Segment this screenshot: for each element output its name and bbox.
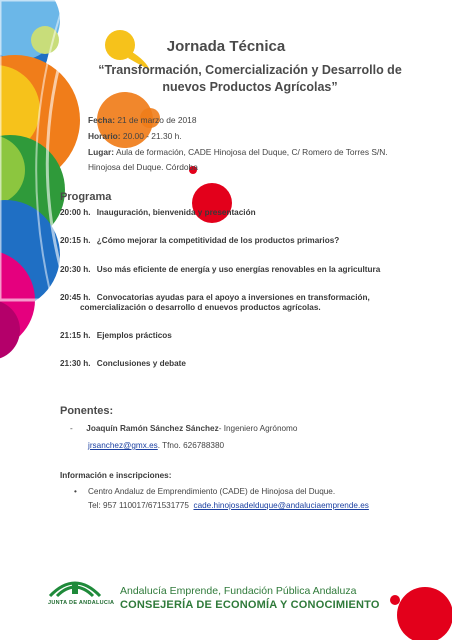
ponente-row: - Joaquín Ramón Sánchez Sánchez- Ingeniero Agrónomo bbox=[70, 424, 298, 433]
bubble-red-bottom bbox=[397, 587, 452, 640]
fecha-row: Fecha: 21 de marzo de 2018 bbox=[88, 115, 197, 125]
bubble-red-mid bbox=[192, 183, 232, 223]
programa-item: 21:15 h. Ejemplos prácticos bbox=[60, 331, 172, 340]
page-title: Jornada Técnica bbox=[166, 38, 286, 55]
ponente-contact: jrsanchez@gmx.es. Tfno. 626788380 bbox=[88, 441, 225, 450]
page-subtitle: “Transformación, Comercialización y Desarrollo de nuevos Productos Agrícolas” bbox=[98, 63, 402, 94]
programa-item: 20:00 h. Inauguración, bienvenida y presentación bbox=[60, 208, 256, 217]
programa-item: 21:30 h. Conclusiones y debate bbox=[60, 359, 186, 368]
lugar-row-2: Hinojosa del Duque. Córdoba bbox=[88, 162, 198, 172]
ponentes-heading: Ponentes: bbox=[60, 405, 114, 417]
programa-item: 20:45 h. Convocatorias ayudas para el apoyo a inversiones en transformación, bbox=[60, 293, 370, 302]
programa-item: 20:30 h. Uso más eficiente de energía y uso energías renovables en la agricultura bbox=[60, 265, 381, 274]
info-contact: Tel: 957 110017/671531775 cade.hinojosadelduque@andaluciaemprende.es bbox=[88, 501, 369, 510]
horario-row: Horario: 20.00 - 21.30 h. bbox=[88, 131, 182, 141]
junta-logo-text: JUNTA DE ANDALUCIA bbox=[48, 600, 115, 606]
lugar-row: Lugar: Aula de formación, CADE Hinojosa del Duque, C/ Romero de Torres S/N. bbox=[88, 147, 388, 157]
programa-item-cont: comercialización o desarrollo d enuevos productos agrícolas. bbox=[80, 303, 321, 312]
footer-line1: Andalucía Emprende, Fundación Pública Andaluza bbox=[120, 585, 357, 597]
programa-heading: Programa bbox=[60, 191, 112, 203]
info-org: • Centro Andaluz de Emprendimiento (CADE) de Hinojosa del Duque. bbox=[74, 487, 336, 496]
info-email-link[interactable]: cade.hinojosadelduque@andaluciaemprende.es bbox=[193, 501, 369, 510]
programa-item: 20:15 h. ¿Cómo mejorar la competitividad de los productos primarios? bbox=[60, 236, 340, 245]
info-heading: Información e inscripciones: bbox=[60, 471, 172, 480]
ponente-email-link[interactable]: jrsanchez@gmx.es bbox=[88, 441, 158, 450]
footer-line2: CONSEJERÍA DE ECONOMÍA Y CONOCIMIENTO bbox=[120, 599, 380, 611]
